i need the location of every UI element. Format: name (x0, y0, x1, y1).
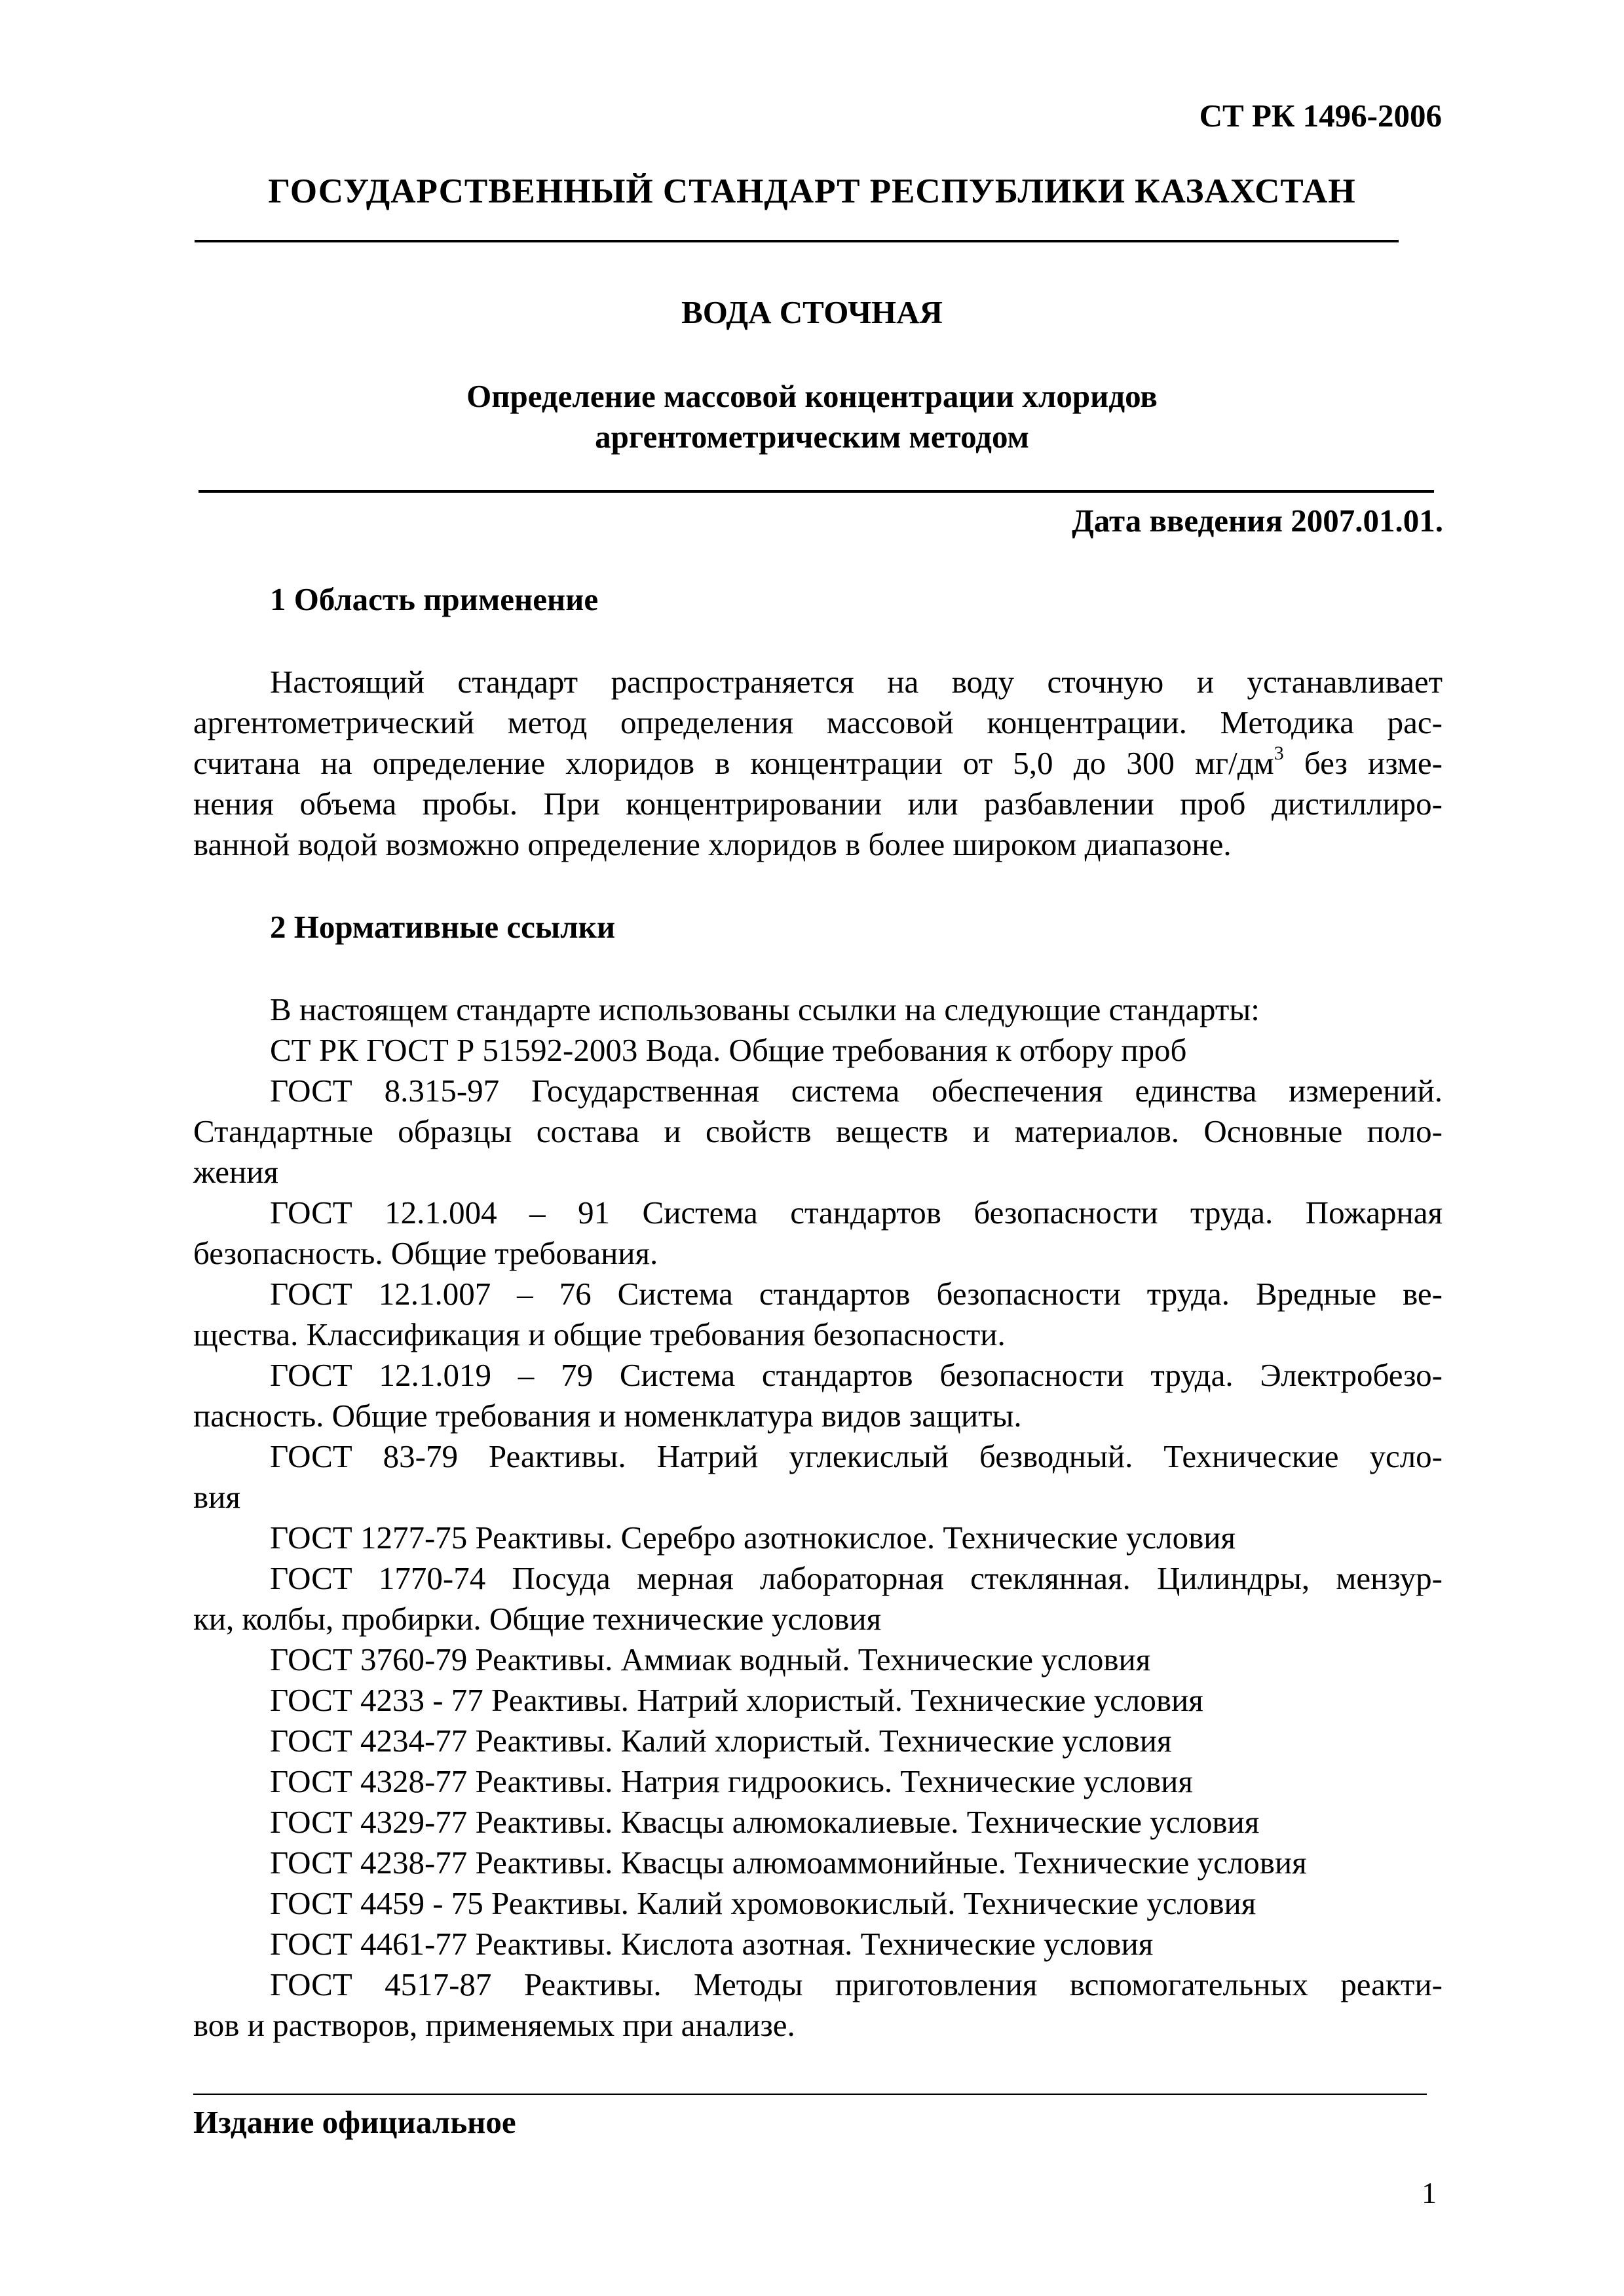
reference-line: ГОСТ 3760-79 Реактивы. Аммиак водный. Технические условия (270, 1641, 1151, 1677)
reference-line: ГОСТ 1277-75 Реактивы. Серебро азотнокислое. Технические условия (270, 1520, 1236, 1556)
footer-divider (193, 2094, 1427, 2095)
reference-line: ки, колбы, пробирки. Общие технические условия (193, 1601, 882, 1637)
title-divider (198, 490, 1434, 493)
superscript-three: 3 (1274, 742, 1284, 764)
section-1-line-3-text: считана на определение хлоридов в концентрации от 5,0 до 300 мг/дм (193, 745, 1274, 781)
edition-label: Издание официальное (193, 2104, 516, 2140)
reference-line: пасность. Общие требования и номенклатура видов защиты. (193, 1398, 1022, 1434)
section-1-line-4: нения объема пробы. При концентрировании или разбавлении проб дистиллиро- (193, 786, 1443, 822)
reference-line: вов и растворов, применяемых при анализе. (193, 2007, 795, 2043)
reference-line: ГОСТ 83-79 Реактивы. Натрий углекислый безводный. Технические усло- (270, 1438, 1443, 1474)
reference-line: ГОСТ 12.1.004 – 91 Система стандартов безопасности труда. Пожарная (270, 1195, 1443, 1231)
section-1-line-1: Настоящий стандарт распространяется на воду сточную и устанавливает (270, 664, 1443, 700)
section-1-line-5: ванной водой возможно определение хлоридов в более широком диапазоне. (193, 826, 1232, 862)
introduction-date: Дата введения 2007.01.01. (1072, 503, 1443, 539)
section-1-line-3 (193, 743, 1443, 784)
section-1-line-3-tail: без изме- (1283, 745, 1443, 781)
reference-line: ГОСТ 4233 - 77 Реактивы. Натрий хлористый. Технические условия (270, 1682, 1203, 1718)
reference-line: Стандартные образцы состава и свойств веществ и материалов. Основные поло- (193, 1113, 1443, 1149)
reference-line: жения (193, 1154, 278, 1190)
reference-line: СТ РК ГОСТ Р 51592-2003 Вода. Общие требования к отбору проб (270, 1032, 1187, 1068)
reference-line: ГОСТ 4234-77 Реактивы. Калий хлористый. Технические условия (270, 1723, 1172, 1759)
reference-line: ГОСТ 4238-77 Реактивы. Квасцы алюмоаммонийные. Технические условия (270, 1845, 1307, 1881)
reference-line: ГОСТ 4517-87 Реактивы. Методы приготовления вспомогательных реакти- (270, 1966, 1443, 2002)
document-title: ВОДА СТОЧНАЯ (681, 294, 943, 330)
reference-line: ГОСТ 12.1.007 – 76 Система стандартов безопасности труда. Вредные ве- (270, 1276, 1443, 1312)
section-1-heading: 1 Область применение (270, 581, 599, 617)
reference-line: ГОСТ 4461-77 Реактивы. Кислота азотная. Технические условия (270, 1926, 1154, 1962)
reference-line: ГОСТ 4328-77 Реактивы. Натрия гидроокись. Технические условия (270, 1763, 1193, 1799)
reference-line: щества. Классификация и общие требования безопасности. (193, 1316, 1006, 1352)
section-1-line-2: аргентометрический метод определения массовой концентрации. Методика рас- (193, 704, 1443, 740)
section-2-heading: 2 Нормативные ссылки (270, 909, 616, 945)
organization-title: ГОСУДАРСТВЕННЫЙ СТАНДАРТ РЕСПУБЛИКИ КАЗАХСТАН (268, 172, 1356, 210)
references-intro: В настоящем стандарте использованы ссылки на следующие стандарты: (270, 991, 1260, 1027)
document-subtitle-line-2: аргентометрическим методом (595, 419, 1029, 455)
header-divider (195, 240, 1399, 242)
reference-line: безопасность. Общие требования. (193, 1235, 658, 1271)
reference-line: ГОСТ 4329-77 Реактивы. Квасцы алюмокалиевые. Технические условия (270, 1804, 1260, 1840)
reference-line: ГОСТ 12.1.019 – 79 Система стандартов безопасности труда. Электробезо- (270, 1357, 1443, 1393)
document-code: СТ РК 1496-2006 (1199, 98, 1442, 134)
reference-line: ГОСТ 4459 - 75 Реактивы. Калий хромовокислый. Технические условия (270, 1885, 1256, 1921)
document-subtitle-line-1: Определение массовой концентрации хлоридов (466, 378, 1158, 414)
page-number: 1 (1422, 2176, 1437, 2210)
reference-line: вия (193, 1479, 240, 1515)
reference-line: ГОСТ 1770-74 Посуда мерная лабораторная стеклянная. Цилиндры, мензур- (270, 1560, 1443, 1596)
reference-line: ГОСТ 8.315-97 Государственная система обеспечения единства измерений. (270, 1073, 1443, 1109)
